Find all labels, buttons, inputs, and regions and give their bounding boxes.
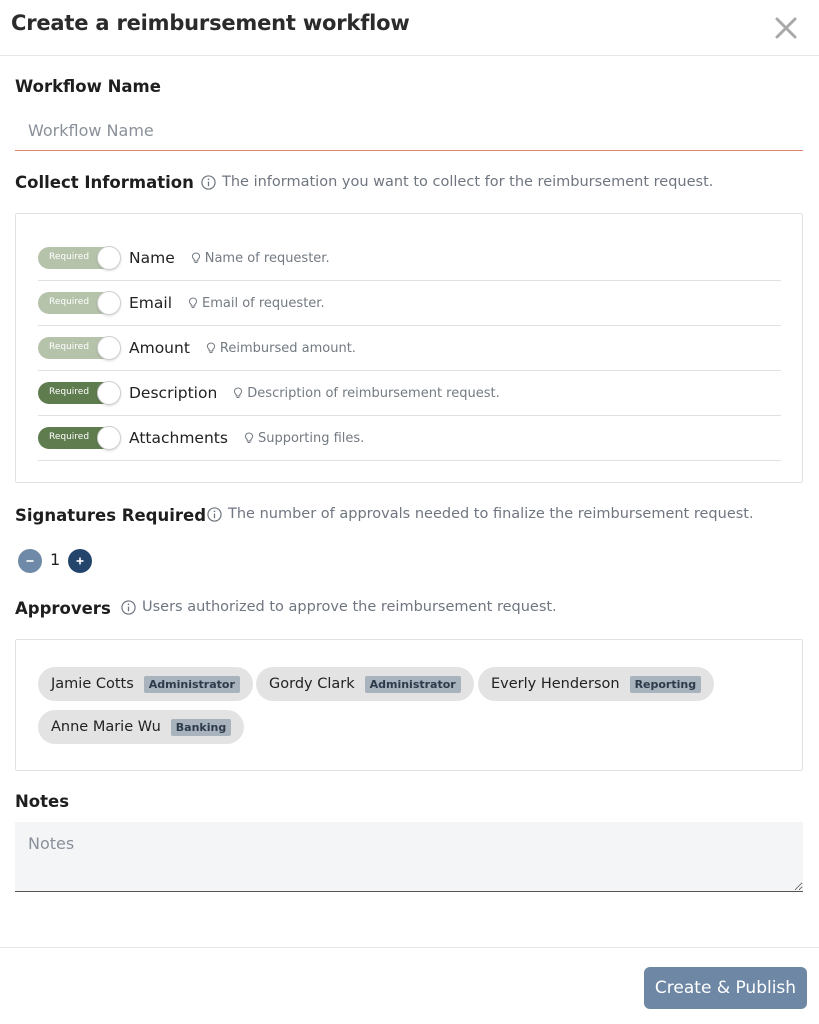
toggle-label: Required bbox=[49, 342, 90, 352]
toggle-label: Required bbox=[49, 432, 90, 442]
toggle-knob bbox=[97, 381, 121, 405]
workflow-name-input[interactable] bbox=[15, 110, 803, 151]
approver-name: Jamie Cotts bbox=[51, 676, 134, 692]
field-hint-text: Name of requester. bbox=[204, 250, 330, 266]
field-hint bbox=[191, 251, 330, 266]
signatures-required-hint bbox=[207, 506, 754, 522]
approver-name: Gordy Clark bbox=[269, 676, 355, 692]
field-row-email bbox=[38, 281, 781, 326]
lightbulb-icon bbox=[206, 342, 216, 354]
field-hint bbox=[206, 341, 356, 356]
field-hint bbox=[188, 296, 325, 311]
approvers-hint-text: Users authorized to approve the reimbursement request. bbox=[142, 599, 557, 615]
field-row-name bbox=[38, 236, 781, 281]
info-icon bbox=[207, 507, 222, 522]
collect-information-box bbox=[15, 213, 803, 483]
toggle-knob bbox=[97, 246, 121, 270]
field-name: Email bbox=[129, 294, 173, 312]
approvers-label: Approvers bbox=[15, 599, 111, 618]
field-name: Attachments bbox=[129, 429, 228, 447]
approver-chip[interactable] bbox=[38, 710, 244, 744]
field-row-amount bbox=[38, 326, 781, 371]
required-toggle-email[interactable] bbox=[38, 292, 120, 314]
notes-textarea[interactable] bbox=[15, 822, 803, 892]
field-row-attachments bbox=[38, 416, 781, 461]
field-hint-text: Email of requester. bbox=[202, 295, 325, 311]
required-toggle-attachments[interactable] bbox=[38, 427, 120, 449]
field-name: Amount bbox=[129, 339, 190, 357]
toggle-label: Required bbox=[49, 387, 90, 397]
approver-chip[interactable] bbox=[478, 667, 714, 701]
approver-name: Anne Marie Wu bbox=[51, 719, 161, 735]
field-name: Description bbox=[129, 384, 218, 402]
info-icon bbox=[201, 175, 216, 190]
approvers-box bbox=[15, 639, 803, 771]
collect-information-hint bbox=[201, 174, 713, 190]
toggle-label: Required bbox=[49, 297, 90, 307]
approver-name: Everly Henderson bbox=[491, 676, 620, 692]
signatures-required-hint-text: The number of approvals needed to finalize the reimbursement request. bbox=[228, 506, 754, 522]
lightbulb-icon bbox=[233, 387, 243, 399]
field-row-description bbox=[38, 371, 781, 416]
lightbulb-icon bbox=[191, 252, 201, 264]
lightbulb-icon bbox=[244, 432, 254, 444]
required-toggle-amount[interactable] bbox=[38, 337, 120, 359]
approver-role-badge: Banking bbox=[171, 719, 231, 736]
close-icon[interactable] bbox=[772, 14, 800, 42]
workflow-name-label: Workflow Name bbox=[15, 77, 161, 96]
dialog-title: Create a reimbursement workflow bbox=[11, 11, 410, 35]
toggle-knob bbox=[97, 426, 121, 450]
toggle-knob bbox=[97, 291, 121, 315]
field-hint-text: Supporting files. bbox=[257, 430, 365, 446]
field-hint bbox=[244, 431, 364, 446]
increment-signatures-button[interactable] bbox=[68, 549, 92, 573]
footer-divider bbox=[0, 947, 819, 948]
lightbulb-icon bbox=[188, 297, 198, 309]
toggle-knob bbox=[97, 336, 121, 360]
field-hint bbox=[233, 386, 499, 401]
required-toggle-description[interactable] bbox=[38, 382, 120, 404]
field-hint-text: Reimbursed amount. bbox=[219, 340, 356, 356]
approvers-hint bbox=[121, 599, 557, 615]
info-icon bbox=[121, 600, 136, 615]
toggle-label: Required bbox=[49, 252, 90, 262]
field-name: Name bbox=[129, 249, 175, 267]
collect-information-label: Collect Information bbox=[15, 173, 194, 192]
notes-label: Notes bbox=[15, 792, 70, 811]
signatures-count: 1 bbox=[50, 550, 61, 569]
dialog-header bbox=[0, 0, 819, 56]
collect-information-hint-text: The information you want to collect for the reimbursement request. bbox=[222, 174, 714, 190]
decrement-signatures-button[interactable] bbox=[18, 549, 42, 573]
field-hint-text: Description of reimbursement request. bbox=[247, 385, 500, 401]
approver-chip[interactable] bbox=[38, 667, 253, 701]
approver-role-badge: Reporting bbox=[630, 676, 702, 693]
approver-role-badge: Administrator bbox=[144, 676, 240, 693]
create-publish-button[interactable]: Create & Publish bbox=[644, 967, 807, 1009]
minus-icon bbox=[25, 556, 35, 566]
required-toggle-name[interactable] bbox=[38, 247, 120, 269]
approver-chip[interactable] bbox=[256, 667, 474, 701]
plus-icon bbox=[75, 556, 85, 566]
approver-role-badge: Administrator bbox=[365, 676, 461, 693]
signatures-required-label: Signatures Required bbox=[15, 506, 207, 525]
